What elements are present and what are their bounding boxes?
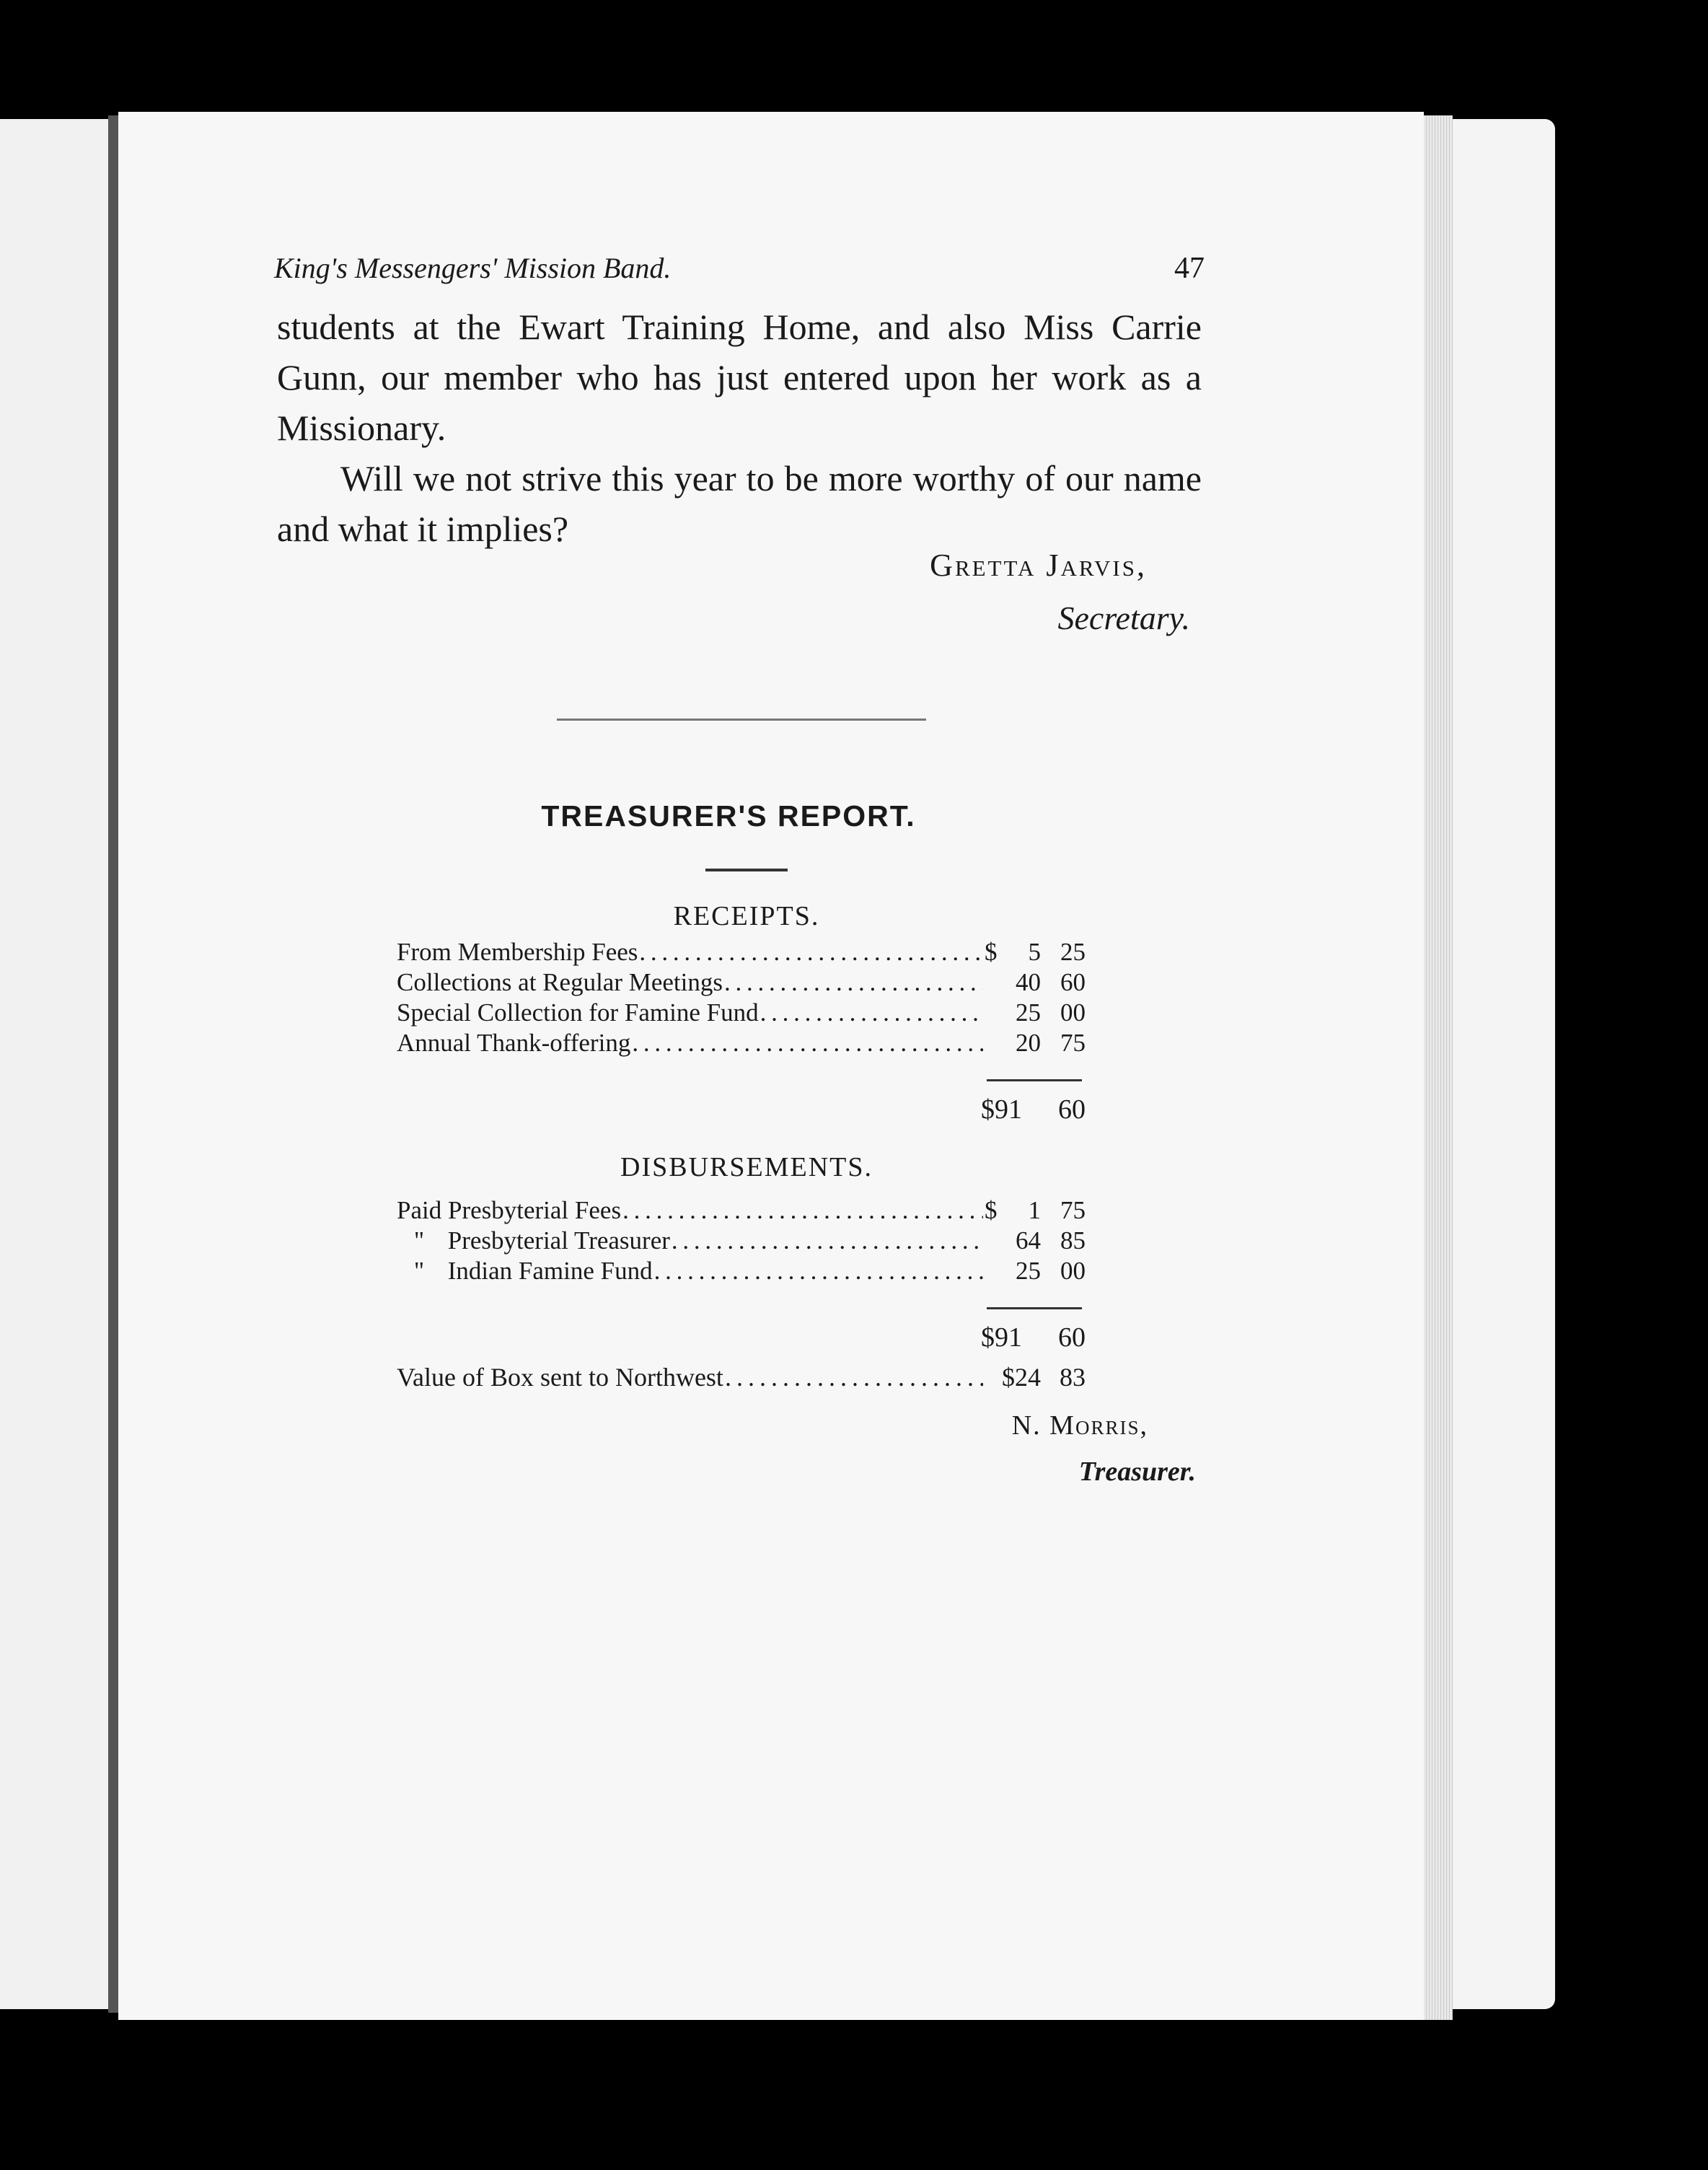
receipts-table [397, 938, 1086, 1059]
leader-dots [654, 1257, 983, 1286]
ledger-dollars: 40 [1016, 968, 1041, 996]
back-cover-edge [1453, 119, 1555, 2009]
leader-dots [724, 968, 983, 997]
body-text [277, 302, 1202, 554]
ledger-cents: 75 [1060, 1196, 1086, 1224]
leader-dots [725, 1362, 983, 1392]
section-divider [557, 719, 926, 721]
ledger-dollars: 64 [1016, 1226, 1041, 1255]
ledger-dollars: 5 [1028, 938, 1041, 966]
ledger-cents: 60 [1060, 968, 1086, 996]
total-cents: 60 [1058, 1322, 1086, 1353]
ledger-cents: 85 [1060, 1226, 1086, 1255]
paragraph: students at the Ewart Training Home, and also Miss Carrie Gunn, our member who has just entered upon her work as a Missionary. [277, 307, 1202, 448]
ledger-dollars: 1 [1028, 1196, 1041, 1224]
ledger-dollars: 20 [1016, 1029, 1041, 1057]
ledger-label: Indian Famine Fund [447, 1257, 653, 1285]
ledger-cents: 00 [1060, 998, 1086, 1027]
ledger-row [397, 1226, 1086, 1257]
ledger-row [397, 938, 1086, 968]
ditto-mark: " [413, 1257, 425, 1285]
secretary-name: Gretta Jarvis, [930, 548, 1147, 583]
disbursements-table [397, 1196, 1086, 1287]
ledger-label: Collections at Regular Meetings [397, 968, 723, 996]
leader-dots [632, 1029, 983, 1058]
treasurer-title: Treasurer. [1078, 1457, 1196, 1487]
treasurer-name: N. Morris, [1011, 1410, 1148, 1441]
ledger-row [397, 1029, 1086, 1059]
report-title: TREASURER'S REPORT. [541, 799, 916, 833]
ledger-label: From Membership Fees [397, 938, 638, 966]
box-value-row [397, 1362, 1086, 1392]
currency-sign: $ [985, 1196, 998, 1224]
page-fore-edge [1424, 115, 1453, 2020]
ledger-cents: 75 [1060, 1029, 1086, 1057]
running-head-title: King's Messengers' Mission Band. [274, 252, 672, 284]
total-dollars: $91 [981, 1322, 1022, 1353]
disbursements-heading: DISBURSEMENTS. [620, 1152, 873, 1182]
receipts-total [981, 1094, 1086, 1125]
total-dollars: $91 [981, 1094, 1022, 1125]
page-number: 47 [1174, 252, 1205, 285]
ledger-label: Annual Thank-offering [397, 1029, 631, 1057]
ledger-prefix: Paid [397, 1196, 442, 1224]
currency-sign: $ [985, 938, 998, 966]
ditto-mark: " [413, 1226, 425, 1255]
disbursements-total [981, 1322, 1086, 1353]
leader-dots [639, 938, 983, 967]
title-rule [705, 869, 788, 871]
ledger-dollars: $24 [1002, 1363, 1041, 1392]
secretary-title: Secretary. [1057, 599, 1190, 636]
paragraph: Will we not strive this year to be more worthy of our name and what it implies? [277, 458, 1202, 549]
ledger-cents: 00 [1060, 1257, 1086, 1285]
ledger-row [397, 998, 1086, 1029]
ledger-row [397, 1196, 1086, 1226]
ledger-label: Value of Box sent to Northwest [397, 1363, 723, 1392]
total-rule [987, 1307, 1082, 1309]
ledger-label: Special Collection for Famine Fund [397, 998, 759, 1027]
ledger-row [397, 968, 1086, 998]
ledger-dollars: 25 [1016, 998, 1041, 1027]
leader-dots [622, 1196, 983, 1225]
ledger-label: Presbyterial Treasurer [447, 1226, 670, 1255]
facing-page-edge [0, 119, 108, 2009]
leader-dots [672, 1226, 983, 1255]
ledger-cents: 25 [1060, 938, 1086, 966]
ledger-label: Presbyterial Fees [447, 1196, 622, 1224]
ledger-cents: 83 [1060, 1363, 1086, 1392]
leader-dots [760, 998, 983, 1027]
total-cents: 60 [1058, 1094, 1086, 1125]
book-gutter [108, 115, 118, 2013]
ledger-row [397, 1257, 1086, 1287]
running-head [274, 251, 1205, 285]
receipts-heading: RECEIPTS. [673, 901, 820, 931]
ledger-dollars: 25 [1016, 1257, 1041, 1285]
total-rule [987, 1079, 1082, 1081]
